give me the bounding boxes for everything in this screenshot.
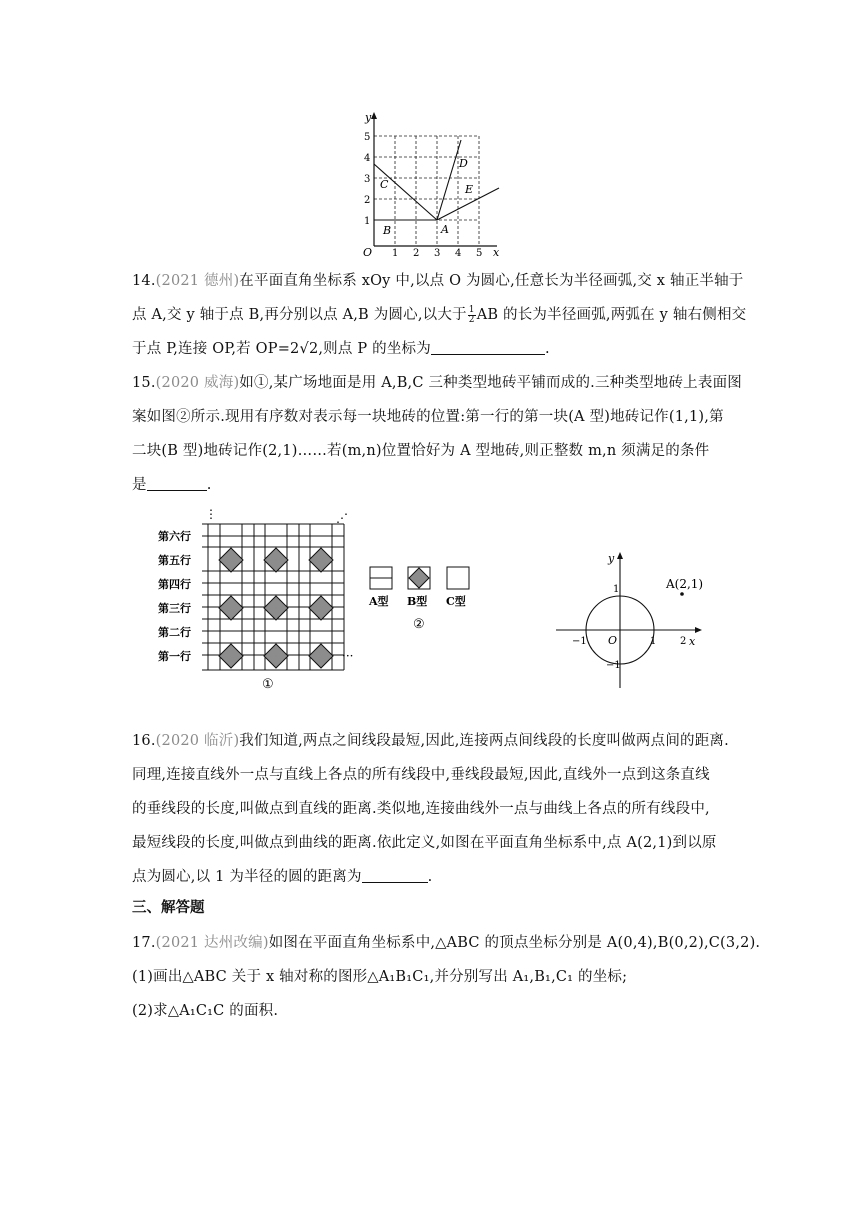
q16-text-5a: 点为圆心,以 1 为半径的圆的距离为: [132, 869, 362, 885]
tile-floor-figure: [150, 500, 370, 700]
point-label-c: C: [380, 178, 389, 191]
y-tick: 4: [364, 153, 371, 164]
q15-end: .: [206, 477, 212, 493]
b-tile-diamond: [309, 596, 333, 620]
row-label: 第六行: [158, 530, 191, 543]
point-a-marker: [680, 592, 684, 596]
point-label-a: A: [441, 223, 449, 236]
dots-diagonal: ⋰: [336, 511, 348, 525]
tile-type-label: B型: [407, 595, 428, 608]
tick-label: 1: [613, 584, 620, 595]
q14-text-2b: AB 的长为半径画弧,两弧在 y 轴右侧相交: [476, 307, 747, 323]
point-a-label: A(2,1): [666, 577, 704, 591]
b-tile-diamond: [264, 548, 288, 572]
row-label: 第五行: [158, 554, 191, 567]
diamond-tiles: [219, 548, 333, 668]
q17-line-3: (2)求△A₁C₁C 的面积.: [132, 1003, 279, 1019]
row-label: 第一行: [158, 650, 191, 663]
fraction-one-half: [468, 306, 476, 325]
q14-line-2: [132, 298, 747, 332]
segments: [374, 140, 499, 220]
y-tick: 5: [364, 132, 371, 143]
point-label-e: E: [465, 183, 474, 196]
q15-text-4a: 是: [132, 477, 147, 493]
q16-line-2: 同理,连接直线外一点与直线上各点的所有线段中,垂线段最短,因此,直线外一点到这条直线: [132, 767, 710, 783]
tile-types-figure: [368, 565, 478, 635]
q16-line-3: 的垂线段的长度,叫做点到直线的距离.类似地,连接曲线外一点与曲线上各点的所有线段中,: [132, 801, 710, 817]
q15-line-1: [132, 366, 742, 400]
x-axis-label: x: [689, 635, 696, 648]
dots-top: ⋮: [205, 507, 217, 521]
row-label: 第三行: [158, 602, 191, 615]
row-label: 第二行: [158, 626, 191, 639]
q16-end: .: [427, 869, 433, 885]
b-tile-diamond: [219, 644, 243, 668]
figure-2-caption: ②: [413, 617, 425, 632]
q17-text-1: 如图在平面直角坐标系中,△ABC 的顶点坐标分别是 A(0,4),B(0,2),C(3,2).: [268, 935, 761, 951]
q15-line-3: 二块(B 型)地砖记作(2,1)……若(m,n)位置恰好为 A 型地砖,则正整数 m,n 须满足的条件: [132, 443, 710, 459]
q14-source: (2021 德州): [155, 273, 240, 289]
x-tick: 5: [476, 248, 483, 258]
q17-source: (2021 达州改编): [155, 935, 269, 951]
b-tile-diamond: [264, 596, 288, 620]
row-label: 第四行: [158, 578, 191, 591]
q17-number: 17.: [132, 935, 156, 951]
q16-text-1: 我们知道,两点之间线段最短,因此,连接两点间线段的长度叫做两点间的距离.: [239, 733, 729, 749]
q14-end: .: [544, 341, 550, 357]
x-tick: 2: [413, 248, 420, 258]
sqrt-two: √2: [299, 341, 319, 357]
circle-coordinate-figure: [552, 548, 712, 690]
row-labels: [158, 529, 191, 663]
tick-label: −1: [572, 636, 587, 647]
figure-1-caption: ①: [262, 677, 274, 692]
tile-type-label: A型: [369, 595, 389, 608]
y-arrow-icon: [617, 552, 623, 559]
y-tick-labels: [364, 132, 370, 227]
y-tick: 1: [364, 216, 371, 227]
point-label-b: B: [383, 224, 392, 237]
tick-label: −1: [606, 660, 621, 671]
q16-line-1: [132, 724, 732, 758]
x-arrow-icon: [695, 627, 702, 633]
q16-source: (2020 临沂): [155, 733, 240, 749]
q14-line-1: [132, 264, 744, 298]
tick-label: 2: [680, 636, 687, 647]
segment-c: [374, 164, 437, 220]
x-tick: 4: [455, 248, 462, 258]
dots-right: ···: [342, 649, 354, 663]
q14-text-1: 在平面直角坐标系 xOy 中,以点 O 为圆心,任意长为半径画弧,交 x 轴正半轴于: [239, 273, 744, 289]
tick-label: 1: [650, 636, 657, 647]
y-axis-label: y: [365, 111, 372, 124]
c-type-tile: [447, 567, 469, 589]
y-axis-label: y: [608, 552, 615, 565]
segment-d: [437, 140, 461, 220]
x-axis-label: x: [493, 246, 500, 258]
x-tick: 3: [434, 248, 441, 258]
answer-blank-14[interactable]: [431, 338, 545, 355]
origin-label: O: [608, 634, 618, 647]
b-tile-diamond: [264, 644, 288, 668]
question-17: [132, 926, 761, 1028]
y-arrow-icon: [371, 112, 377, 119]
b-tile-diamond: [219, 548, 243, 572]
q14-line-3: [132, 332, 732, 366]
tile-type-label: C型: [446, 595, 466, 608]
origin-label: O: [363, 246, 373, 258]
q14-text-3a: 于点 P,连接 OP,若 OP=2: [132, 341, 300, 357]
fraction-numerator: 1: [468, 304, 475, 315]
y-tick: 3: [364, 174, 371, 185]
question-15: [132, 366, 742, 502]
top-coordinate-figure: [355, 108, 515, 258]
y-tick: 2: [364, 195, 371, 206]
b-tile-diamond: [219, 596, 243, 620]
q14-text-2a: 点 A,交 y 轴于点 B,再分别以点 A,B 为圆心,以大于: [132, 307, 467, 323]
q16-number: 16.: [132, 733, 156, 749]
q15-text-1: 如①,某广场地面是用 A,B,C 三种类型地砖平铺而成的.三种类型地砖上表面图: [239, 375, 742, 391]
q16-line-4: 最短线段的长度,叫做点到曲线的距离.依此定义,如图在平面直角坐标系中,点 A(2,1)到以原: [132, 835, 717, 851]
fraction-denominator: 2: [468, 314, 475, 325]
question-14: [132, 264, 747, 366]
q14-text-3b: ,则点 P 的坐标为: [318, 341, 431, 357]
point-label-d: D: [459, 157, 468, 170]
q15-line-2: 案如图②所示.现用有序数对表示每一块地砖的位置:第一行的第一块(A 型)地砖记作(1,1),第: [132, 409, 724, 425]
q15-line-4: [132, 468, 732, 502]
x-tick: 1: [392, 248, 399, 258]
b-tile-diamond: [309, 548, 333, 572]
x-tick-labels: [392, 248, 482, 258]
q16-line-5: [132, 860, 732, 894]
b-tile-diamond: [309, 644, 333, 668]
question-16: [132, 724, 732, 894]
b-type-diamond: [409, 568, 429, 588]
q15-source: (2020 威海): [155, 375, 240, 391]
q17-line-2: (1)画出△ABC 关于 x 轴对称的图形△A₁B₁C₁,并分别写出 A₁,B₁,C₁ 的坐标;: [132, 969, 628, 985]
q15-number: 15.: [132, 375, 156, 391]
answer-blank-15[interactable]: [147, 474, 207, 491]
answer-blank-16[interactable]: [362, 866, 428, 883]
point-labels: [380, 157, 473, 237]
q17-line-1: [132, 926, 761, 960]
section-heading: 三、解答题: [132, 900, 205, 916]
q14-number: 14.: [132, 273, 156, 289]
